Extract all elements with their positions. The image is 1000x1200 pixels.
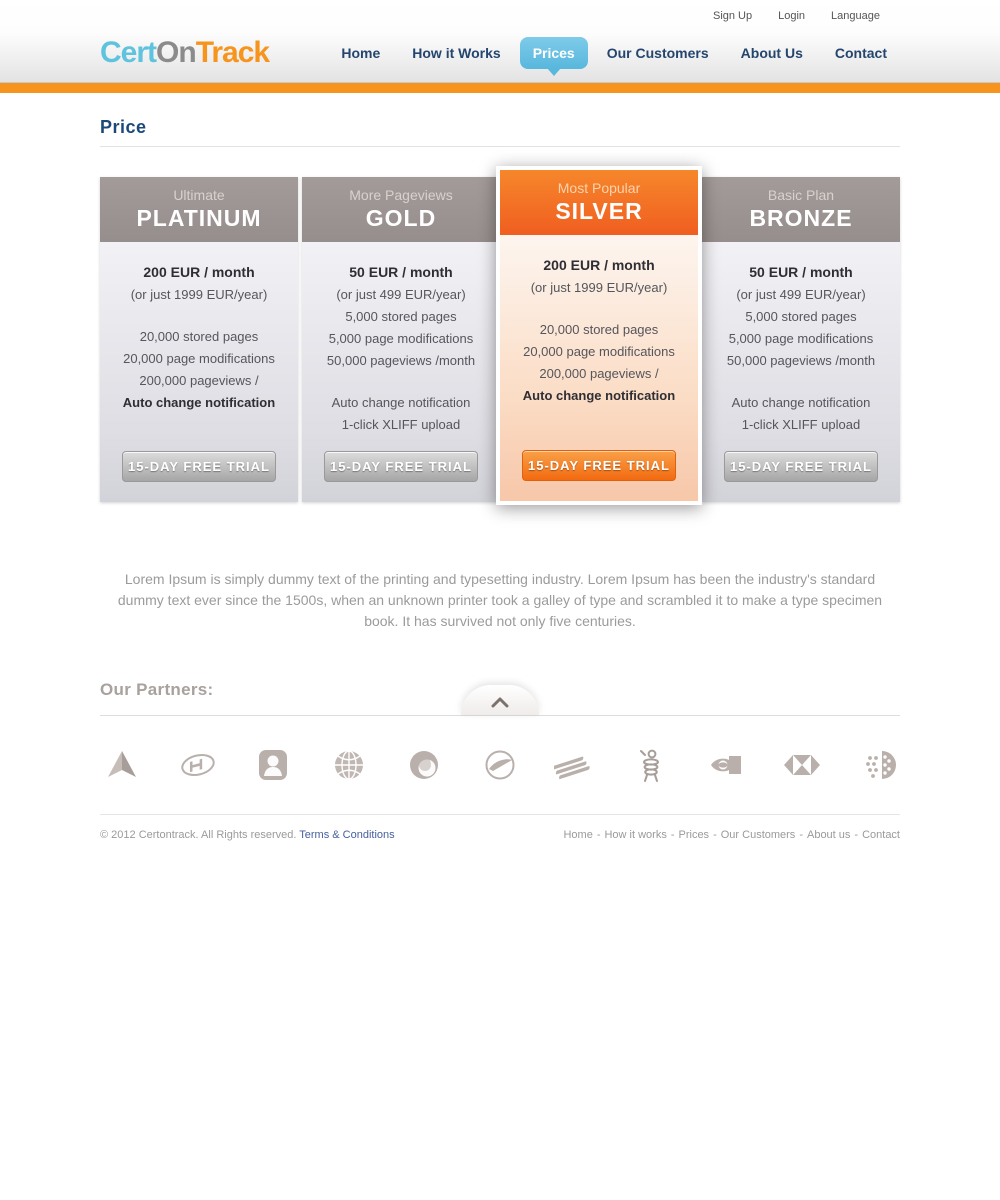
plan-feature: 5,000 stored pages: [345, 309, 457, 324]
plan-card-platinum: [100, 177, 298, 502]
plan-feature: 200,000 pageviews /: [539, 366, 659, 381]
language-link[interactable]: Language: [831, 10, 880, 22]
footer-link-home[interactable]: Home: [563, 829, 593, 841]
plan-price: 200 EUR / month: [143, 264, 255, 280]
nvidia-logo: [705, 743, 749, 787]
dotted-globe-logo: [856, 743, 900, 787]
free-trial-button-gold[interactable]: 15-DAY FREE TRIAL: [324, 451, 478, 482]
plan-alt-price: (or just 499 EUR/year): [736, 287, 866, 302]
hsbc-logo: [780, 743, 824, 787]
plan-feature: 5,000 page modifications: [728, 331, 874, 346]
copyright-text: © 2012 Certontrack. All Rights reserved.: [100, 829, 297, 841]
logo-part-on: On: [156, 36, 196, 69]
chevron-up-icon: [491, 696, 509, 711]
plan-header: [500, 170, 698, 235]
separator: -: [799, 829, 803, 841]
separator: -: [854, 829, 859, 841]
footer-link-contact[interactable]: Contact: [862, 829, 900, 841]
plan-feature: 1-click XLIFF upload: [341, 417, 461, 432]
plan-feature-bold: Auto change notification: [122, 395, 276, 410]
michelin-logo: [629, 743, 673, 787]
intro-paragraph: Lorem Ipsum is simply dummy text of the printing and typesetting industry. Lorem Ipsum has been the industry's standard dummy text ever since the 1500s, when an unknown printer took a galley of type and scrambled it to make a type specimen book. It has survived not only five centuries.: [117, 571, 883, 629]
plan-tagline: Most Popular: [557, 180, 641, 196]
main-nav: [328, 37, 900, 69]
plan-alt-price: (or just 1999 EUR/year): [530, 280, 668, 295]
nav-item-contact[interactable]: Contact: [834, 45, 887, 61]
wikipedia-logo: [327, 743, 371, 787]
plan-price: 200 EUR / month: [543, 257, 655, 273]
login-link[interactable]: Login: [778, 10, 806, 22]
plan-feature: 20,000 stored pages: [139, 329, 259, 344]
plan-tagline: Ultimate: [173, 187, 225, 203]
logo-part-track: Track: [195, 36, 270, 69]
separator: -: [596, 829, 601, 841]
nav-item-our-customers[interactable]: Our Customers: [606, 45, 709, 61]
free-trial-button-bronze[interactable]: 15-DAY FREE TRIAL: [724, 451, 878, 482]
plan-card-bronze: [702, 177, 900, 502]
nav-item-how-it-works[interactable]: How it Works: [412, 45, 501, 61]
plan-card-silver: [496, 166, 702, 505]
plan-body: [100, 242, 298, 502]
footer-link-how-it-works[interactable]: How it works: [604, 829, 667, 841]
delta-logo: [100, 743, 144, 787]
plan-feature-bold: Auto change notification: [522, 388, 676, 403]
plan-header: [702, 177, 900, 242]
signup-link[interactable]: Sign Up: [712, 10, 753, 22]
footer-link-our-customers[interactable]: Our Customers: [720, 829, 796, 841]
plan-name: GOLD: [365, 205, 437, 231]
partners-section: [100, 680, 900, 815]
nav-item-prices[interactable]: Prices: [520, 37, 588, 69]
vodafone-logo: [402, 743, 446, 787]
plan-tagline: Basic Plan: [767, 187, 835, 203]
bank-of-america-logo: [554, 743, 598, 787]
topbar: [100, 0, 900, 24]
plan-body: [702, 242, 900, 502]
partner-logos: [100, 736, 900, 794]
free-trial-button-silver[interactable]: 15-DAY FREE TRIAL: [522, 450, 676, 481]
footer-link-prices[interactable]: Prices: [678, 829, 710, 841]
plan-feature: 5,000 stored pages: [745, 309, 857, 324]
plan-feature: 50,000 pageviews /month: [726, 353, 876, 368]
footer-links: [563, 829, 900, 841]
footer: [100, 829, 900, 841]
plan-name: PLATINUM: [136, 205, 262, 231]
plan-name: BRONZE: [749, 205, 853, 231]
footer-left: [100, 829, 395, 841]
logo-part-cert: Cert: [100, 36, 157, 69]
plan-header: [302, 177, 500, 242]
plan-feature: Auto change notification: [731, 395, 871, 410]
page-title: Price: [100, 117, 147, 137]
plan-header: [100, 177, 298, 242]
footer-link-about-us[interactable]: About us: [806, 829, 851, 841]
partners-divider: [100, 700, 900, 716]
plan-feature: 1-click XLIFF upload: [741, 417, 861, 432]
logo[interactable]: [100, 36, 269, 70]
separator: -: [713, 829, 717, 841]
plan-name: SILVER: [555, 198, 643, 224]
plan-alt-price: (or just 1999 EUR/year): [130, 287, 268, 302]
footer-divider: [100, 814, 900, 815]
separator: -: [670, 829, 675, 841]
quaker-logo: [251, 743, 295, 787]
plan-tagline: More Pageviews: [349, 187, 453, 203]
plan-feature: 20,000 page modifications: [123, 351, 275, 366]
plan-body: [500, 235, 698, 501]
pricing-cards: [100, 177, 900, 505]
header: [0, 0, 1000, 83]
partners-heading: Our Partners:: [100, 680, 214, 699]
plan-feature: 200,000 pageviews /: [139, 373, 259, 388]
nav-item-about-us[interactable]: About Us: [740, 45, 803, 61]
plan-alt-price: (or just 499 EUR/year): [336, 287, 466, 302]
accent-bar: [0, 83, 1000, 93]
nav-item-home[interactable]: Home: [341, 45, 381, 61]
terms-link[interactable]: Terms & Conditions: [299, 829, 395, 841]
plan-feature: 5,000 page modifications: [328, 331, 474, 346]
plan-body: [302, 242, 500, 502]
title-divider: [100, 146, 900, 147]
lufthansa-logo: [478, 743, 522, 787]
plan-feature: Auto change notification: [331, 395, 471, 410]
plan-feature: 50,000 pageviews /month: [326, 353, 476, 368]
plan-card-gold: [302, 177, 500, 502]
hyundai-logo: [176, 743, 220, 787]
plan-feature: 20,000 stored pages: [539, 322, 659, 337]
free-trial-button-platinum[interactable]: 15-DAY FREE TRIAL: [122, 451, 276, 482]
plan-price: 50 EUR / month: [749, 264, 853, 280]
plan-price: 50 EUR / month: [349, 264, 453, 280]
plan-feature: 20,000 page modifications: [523, 344, 675, 359]
